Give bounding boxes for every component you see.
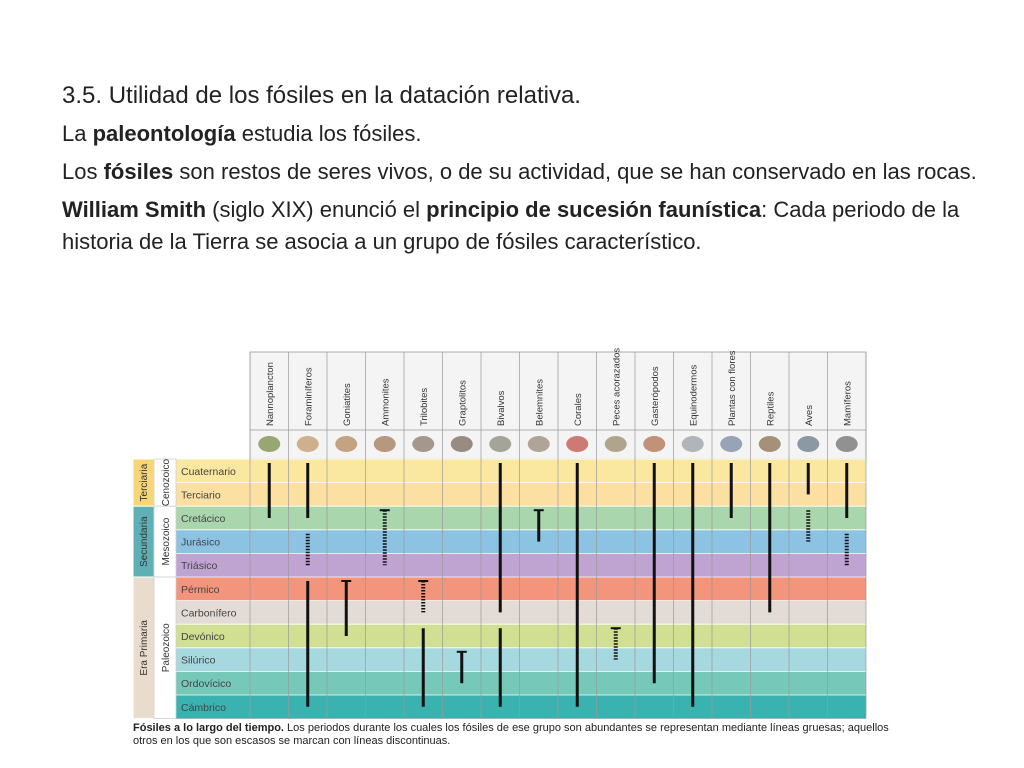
group-label: Aves (803, 405, 815, 426)
period-label: Jurásico (181, 536, 221, 549)
period-label: Cretácico (181, 513, 226, 525)
bold-term: fósiles (103, 159, 174, 184)
fossil-icon (759, 436, 781, 452)
period-row (176, 506, 866, 530)
period-label: Carbonífero (181, 607, 237, 620)
fossil-icon (720, 436, 742, 452)
period-row (176, 483, 866, 507)
group-label: Nannoplancton (264, 362, 276, 426)
fossil-icon (566, 436, 588, 452)
period-label: Terciario (181, 489, 221, 502)
group-label: Graptolitos (457, 380, 469, 426)
period-label: Silúrico (181, 654, 216, 667)
period-row (176, 553, 866, 577)
period-row (176, 671, 866, 695)
fossil-icon (335, 436, 357, 452)
period-label: Cámbrico (181, 701, 226, 714)
fossil-icon (797, 436, 819, 452)
era-sub-label: Mesozoico (161, 517, 172, 566)
period-row (176, 601, 866, 625)
text-run: (siglo XIX) enunció el (206, 197, 427, 222)
era-label: Era Primaria (139, 620, 150, 676)
text-run: estudia los fósiles. (235, 121, 422, 146)
period-row (176, 648, 866, 672)
group-label: Equinodermos (688, 364, 700, 426)
figure-caption (133, 722, 893, 748)
period-row (176, 459, 866, 483)
fossil-icon (374, 436, 396, 452)
period-label: Ordovícico (181, 678, 232, 691)
bold-term: principio de sucesión faunística (426, 197, 762, 222)
text-run: : Cada periodo de la historia de la Tierra se asocia a un grupo de fósiles característico. (62, 197, 960, 254)
text-run: La (62, 121, 93, 146)
era-sub-label: Cenozoico (161, 458, 172, 507)
bold-term: paleontología (92, 121, 236, 146)
fossil-icon (528, 436, 550, 452)
group-label: Reptiles (765, 391, 777, 426)
group-label: Foraminíferos (303, 367, 315, 426)
period-row (176, 577, 866, 601)
period-label: Triásico (181, 560, 218, 573)
fossil-icon (297, 436, 319, 452)
group-label: Mamíferos (842, 381, 854, 426)
era-label: Secundaria (139, 516, 150, 567)
group-label: Peces acorazados (611, 347, 623, 426)
bold-term: William Smith (62, 197, 207, 222)
slide-title: 3.5. Utilidad de los fósiles en la datación relativa. (62, 82, 581, 109)
caption-title: Fósiles a lo largo del tiempo. (133, 722, 284, 734)
period-label: Pérmico (181, 583, 220, 596)
group-label: Corales (572, 393, 584, 426)
group-label: Ammonites (380, 378, 392, 426)
group-label: Gasterópodos (649, 366, 661, 426)
group-label: Plantas con flores (726, 350, 738, 426)
group-label: Belemnites (534, 379, 546, 426)
fossil-icon (489, 436, 511, 452)
group-label: Trilobites (418, 387, 430, 426)
fossil-icon (682, 436, 704, 452)
period-row (176, 530, 866, 554)
fossil-icon (605, 436, 627, 452)
fossil-icon (836, 436, 858, 452)
text-run: son restos de seres vivos, o de su actividad, que se han conservado en las rocas. (173, 159, 977, 184)
caption-text: Los periodos durante los cuales los fósiles de ese grupo son abundantes se representan mediante líneas gruesas; aquellos otros en los que son escasos se marcan con líneas discontinuas. (133, 722, 889, 747)
fossil-icon (412, 436, 434, 452)
group-label: Goniatites (341, 383, 353, 426)
fossil-icon (643, 436, 665, 452)
period-row (176, 695, 866, 719)
period-row (176, 624, 866, 648)
era-label: Terciaria (139, 463, 150, 502)
fossil-icon (258, 436, 280, 452)
period-label: Cuaternario (181, 465, 236, 478)
text-run: Los (62, 159, 104, 184)
era-sub-label: Paleozoico (161, 623, 172, 673)
group-label: Bivalvos (495, 390, 507, 426)
period-label: Devónico (181, 631, 225, 643)
fossil-icon (451, 436, 473, 452)
